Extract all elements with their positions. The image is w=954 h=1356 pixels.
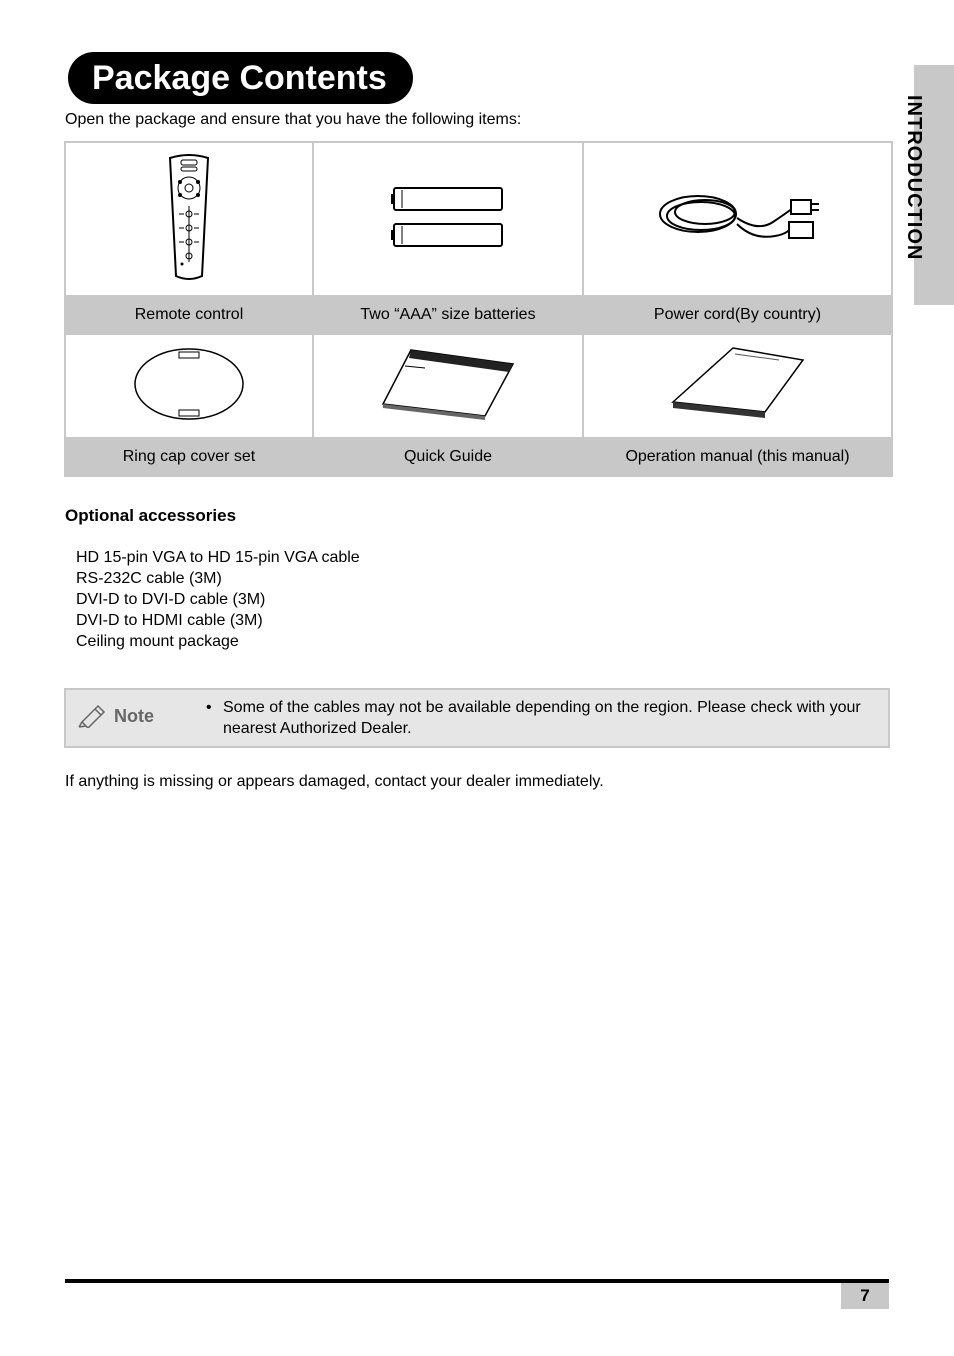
note-bullet: • — [206, 699, 212, 716]
note-label — [78, 704, 154, 728]
item-label-manual: Operation manual (this manual) — [583, 438, 892, 476]
footer-rule — [65, 1279, 889, 1283]
package-contents-table — [64, 141, 893, 477]
page-title: Package Contents — [92, 59, 387, 97]
list-item: DVI-D to DVI-D cable (3M) — [76, 591, 266, 608]
item-label-ring-cap: Ring cap cover set — [65, 438, 313, 476]
note-box — [64, 688, 890, 748]
intro-text: Open the package and ensure that you have the following items: — [65, 111, 522, 128]
item-label-power-cord: Power cord(By country) — [583, 296, 892, 334]
title-banner — [68, 52, 413, 104]
power-cord-cell — [583, 142, 892, 296]
list-item: DVI-D to HDMI cable (3M) — [76, 612, 263, 629]
closing-text: If anything is missing or appears damaged, contact your dealer immediately. — [65, 773, 604, 790]
item-label-remote: Remote control — [65, 296, 313, 334]
batteries-icon — [388, 184, 508, 250]
quick-guide-icon — [381, 346, 515, 422]
list-item: RS-232C cable (3M) — [76, 570, 222, 587]
manual-icon — [671, 346, 805, 422]
remote-control-cell — [65, 142, 313, 296]
pencil-icon — [78, 704, 108, 728]
optional-accessories-heading: Optional accessories — [65, 506, 237, 525]
ring-cap-cell — [65, 334, 313, 438]
optional-accessories-list — [76, 547, 360, 652]
power-cord-icon — [653, 182, 823, 252]
item-label-quick-guide: Quick Guide — [313, 438, 583, 476]
page-number: 7 — [841, 1283, 889, 1309]
manual-cell — [583, 334, 892, 438]
section-tab — [903, 65, 954, 305]
list-item: HD 15-pin VGA to HD 15-pin VGA cable — [76, 549, 360, 566]
section-tab-label: INTRODUCTION — [903, 95, 925, 261]
ring-cap-icon — [132, 346, 246, 422]
remote-control-icon — [164, 152, 214, 282]
note-label-text: Note — [114, 705, 154, 726]
list-item: Ceiling mount package — [76, 633, 239, 650]
item-label-batteries: Two “AAA” size batteries — [313, 296, 583, 334]
batteries-cell — [313, 142, 583, 296]
quick-guide-cell — [313, 334, 583, 438]
note-text: Some of the cables may not be available depending on the region. Please check with your nearest Authorized Dealer. — [223, 699, 861, 737]
